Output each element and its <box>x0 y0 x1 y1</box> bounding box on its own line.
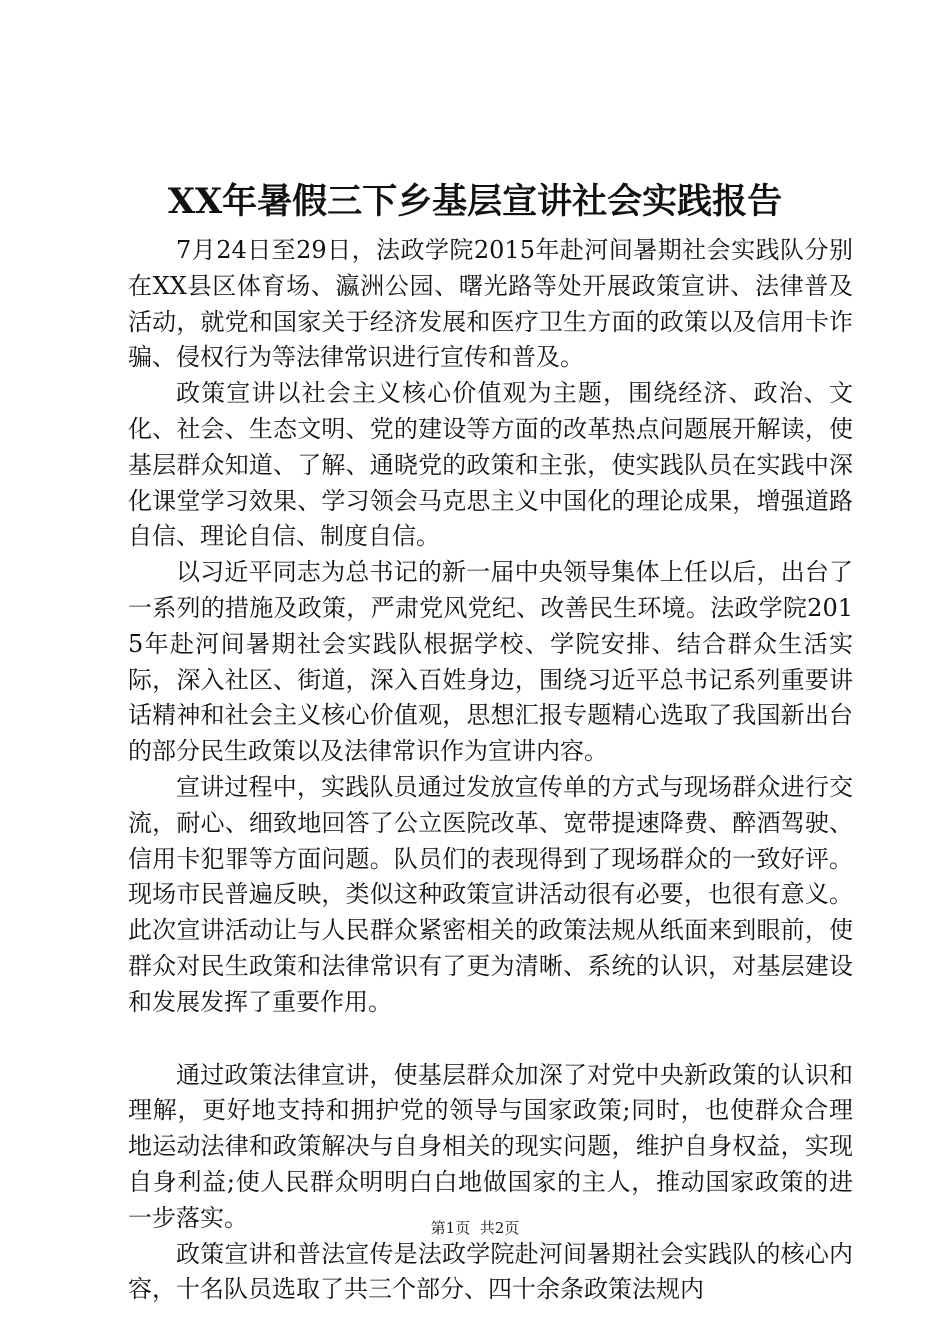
document-body <box>128 233 853 1308</box>
paragraph-3: 以习近平同志为总书记的新一届中央领导集体上任以后，出台了一系列的措施及政策，严肃党风党纪、改善民生环境。法政学院2015年赴河间暑期社会实践队根据学校、学院安排、结合群众生活实际，深入社区、街道，深入百姓身边，围绕习近平总书记系列重要讲话精神和社会主义核心价值观，思想汇报专题精心选取了我国新出台的部分民生政策以及法律常识作为宣讲内容。 <box>128 558 853 766</box>
paragraph-spacer <box>128 1021 853 1058</box>
page-footer <box>0 1218 950 1238</box>
paragraph-5: 通过政策法律宣讲，使基层群众加深了对党中央新政策的认识和理解，更好地支持和拥护党的领导与国家政策;同时，也使群众合理地运动法律和政策解决与自身相关的现实问题，维护自身权益，实现自身利益;使人民群众明明白白地做国家的主人，推动国家政策的进一步落实。 <box>128 1060 853 1232</box>
document-title: XX年暑假三下乡基层宣讲社会实践报告 <box>167 181 783 222</box>
paragraph-6: 政策宣讲和普法宣传是法政学院赴河间暑期社会实践队的核心内容，十名队员选取了共三个部分、四十余条政策法规内 <box>128 1239 853 1304</box>
footer-separator <box>470 1219 480 1237</box>
page-total: 共2页 <box>479 1219 520 1237</box>
paragraph-1: 7月24日至29日，法政学院2015年赴河间暑期社会实践队分别在XX县区体育场、瀛洲公园、曙光路等处开展政策宣讲、法律普及活动，就党和国家关于经济发展和医疗卫生方面的政策以及信用卡诈骗、侵权行为等法律常识进行宣传和普及。 <box>128 236 853 372</box>
paragraph-4: 宣讲过程中，实践队员通过发放宣传单的方式与现场群众进行交流，耐心、细致地回答了公立医院改革、宽带提速降费、醉酒驾驶、信用卡犯罪等方面问题。队员们的表现得到了现场群众的一致好评。现场市民普遍反映，类似这种政策宣讲活动很有必要，也很有意义。此次宣讲活动让与人民群众紧密相关的政策法规从纸面来到眼前，使群众对民生政策和法律常识有了更为清晰、系统的认识，对基层建设和发展发挥了重要作用。 <box>128 772 853 1016</box>
page-number: 第1页 <box>430 1219 471 1237</box>
paragraph-2: 政策宣讲以社会主义核心价值观为主题，围绕经济、政治、文化、社会、生态文明、党的建设等方面的改革热点问题展开解读，使基层群众知道、了解、通晓党的政策和主张，使实践队员在实践中深化课堂学习效果、学习领会马克思主义中国化的理论成果，增强道路自信、理论自信、制度自信。 <box>128 379 853 551</box>
